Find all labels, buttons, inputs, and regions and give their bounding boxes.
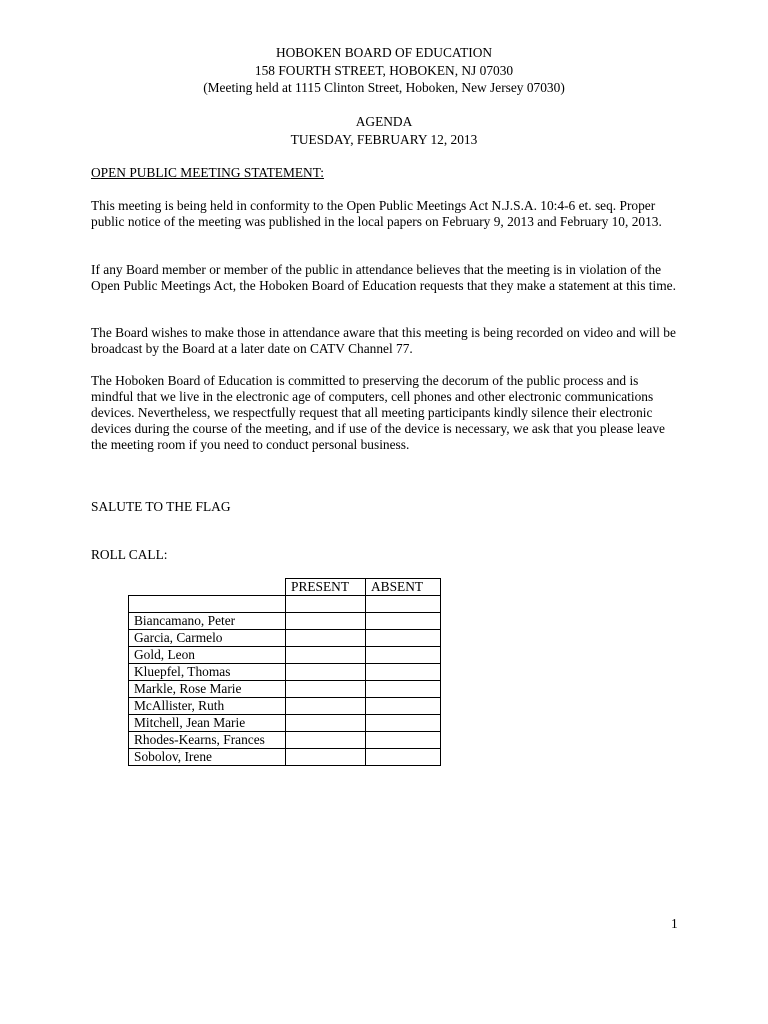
absent-cell	[366, 596, 441, 613]
absent-cell	[366, 664, 441, 681]
column-header-absent: ABSENT	[366, 579, 441, 596]
salute-to-flag: SALUTE TO THE FLAG	[91, 499, 231, 514]
present-cell	[286, 698, 366, 715]
table-row	[129, 596, 441, 613]
table-header-row	[129, 579, 441, 596]
absent-cell	[366, 749, 441, 766]
absent-cell	[366, 698, 441, 715]
present-cell	[286, 681, 366, 698]
member-name-cell: Garcia, Carmelo	[129, 630, 286, 647]
absent-cell	[366, 732, 441, 749]
present-cell	[286, 664, 366, 681]
page-number: 1	[671, 916, 678, 931]
member-name-cell: Gold, Leon	[129, 647, 286, 664]
roll-call-heading: ROLL CALL:	[91, 547, 168, 562]
present-cell	[286, 749, 366, 766]
member-name-cell: Rhodes-Kearns, Frances	[129, 732, 286, 749]
statement-paragraph: If any Board member or member of the public in attendance believes that the meeting is in violation of the Open Public Meetings Act, the Hoboken Board of Education requests that they make a statement at this time.	[91, 262, 676, 293]
meeting-location: (Meeting held at 1115 Clinton Street, Hoboken, New Jersey 07030)	[203, 80, 565, 95]
table-row	[129, 664, 441, 681]
absent-cell	[366, 681, 441, 698]
letterhead	[0, 44, 768, 97]
table-row	[129, 630, 441, 647]
column-header-present: PRESENT	[286, 579, 366, 596]
statement-paragraph: The Board wishes to make those in attendance aware that this meeting is being recorded on video and will be broadcast by the Board at a later date on CATV Channel 77.	[91, 325, 676, 356]
absent-cell	[366, 647, 441, 664]
present-cell	[286, 630, 366, 647]
member-name-cell: Kluepfel, Thomas	[129, 664, 286, 681]
member-name-cell: Mitchell, Jean Marie	[129, 715, 286, 732]
present-cell	[286, 613, 366, 630]
org-address: 158 FOURTH STREET, HOBOKEN, NJ 07030	[254, 62, 514, 78]
member-name-cell: Sobolov, Irene	[129, 749, 286, 766]
present-cell	[286, 715, 366, 732]
roll-call-table	[128, 578, 441, 766]
table-row	[129, 647, 441, 664]
agenda-date: TUESDAY, FEBRUARY 12, 2013	[290, 132, 478, 147]
absent-cell	[366, 630, 441, 647]
roll-call-body	[129, 596, 441, 766]
present-cell	[286, 732, 366, 749]
absent-cell	[366, 715, 441, 732]
absent-cell	[366, 613, 441, 630]
member-name-cell: Markle, Rose Marie	[129, 681, 286, 698]
agenda-title: AGENDA	[355, 114, 413, 129]
table-row	[129, 732, 441, 749]
member-name-cell	[129, 596, 286, 613]
member-name-cell: McAllister, Ruth	[129, 698, 286, 715]
present-cell	[286, 647, 366, 664]
agenda-title-block	[0, 113, 768, 149]
table-row	[129, 681, 441, 698]
org-name: HOBOKEN BOARD OF EDUCATION	[275, 45, 493, 60]
table-row	[129, 613, 441, 630]
table-row	[129, 749, 441, 766]
table-corner-cell	[129, 579, 286, 596]
statement-paragraph: This meeting is being held in conformity to the Open Public Meetings Act N.J.S.A. 10:4-6 et. seq. Proper public notice of the meeting was published in the local papers on February 9, 2013 and February 10, 2013.	[91, 198, 662, 229]
table-row	[129, 715, 441, 732]
statement-heading: OPEN PUBLIC MEETING STATEMENT:	[91, 165, 324, 180]
table-row	[129, 698, 441, 715]
member-name-cell: Biancamano, Peter	[129, 613, 286, 630]
statement-paragraph: The Hoboken Board of Education is committed to preserving the decorum of the public process and is mindful that we live in the electronic age of computers, cell phones and other electronic communications devices. Nevertheless, we respectfully request that all meeting participants kindly silence their electronic devices during the course of the meeting, and if use of the device is necessary, we ask that you please leave the meeting room if you need to conduct personal business.	[91, 373, 665, 452]
present-cell	[286, 596, 366, 613]
